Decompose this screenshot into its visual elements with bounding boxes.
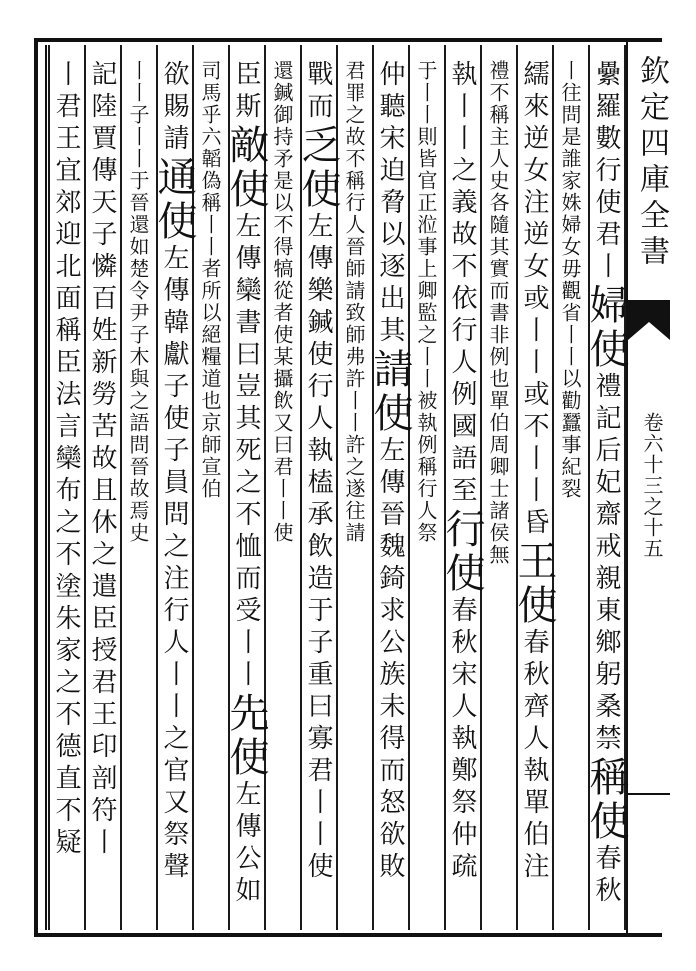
column-text: 左傳樂鍼使行人執榼承飲造于子重曰寡君丨丨使 — [303, 212, 333, 884]
column-text: 仲聽宋迫脅以逐出其 — [375, 60, 405, 348]
fishtail-mark-top — [628, 300, 670, 340]
column-text: 春秋 — [591, 844, 621, 908]
column-text: 戰而 — [303, 60, 333, 124]
heading-term: 敵使 — [223, 124, 269, 212]
heading-term: 通使 — [151, 156, 197, 244]
text-column — [367, 60, 413, 930]
heading-term: 乏使 — [295, 124, 341, 212]
heading-term: 行使 — [439, 508, 485, 596]
column-text: 纍羅數行使君丨 — [591, 60, 621, 284]
heading-term: 婦使 — [583, 284, 629, 372]
frame-top-border — [36, 38, 662, 42]
heading-term: 請使 — [367, 348, 413, 436]
text-column — [295, 60, 341, 930]
frame-left-border — [34, 38, 38, 937]
column-text: 左傳晉魏錡求公族未得而怒欲敗 — [375, 436, 405, 884]
frame-bottom-border — [36, 933, 662, 937]
column-text: 左傳公如 — [231, 780, 261, 908]
text-column — [223, 60, 269, 930]
text-column — [553, 60, 587, 930]
text-column — [409, 60, 443, 930]
column-text: 記陸賈傳天子憐百姓新勞苦故且休之遣臣授君王印剖符丨 — [87, 60, 117, 860]
column-text: 還 — [270, 60, 294, 82]
text-column — [151, 60, 197, 930]
column-text: 晉師請致師弗許丨丨許之遂往請 — [342, 236, 366, 544]
column-text: 欲賜請 — [159, 60, 189, 156]
column-text: 臣斯 — [231, 60, 261, 124]
fishtail-mark-bottom — [628, 792, 670, 812]
text-column — [121, 60, 155, 930]
text-column — [583, 60, 629, 930]
book-title: 欽定四庫全書 — [634, 55, 669, 271]
heading-term: 稱使 — [583, 756, 629, 844]
column-text: 婦女毋觀省丨丨以勸蠶事 — [558, 214, 582, 456]
text-column — [49, 60, 83, 930]
text-column — [337, 60, 371, 930]
volume-label: 卷六十三之十五 — [640, 412, 664, 559]
column-text: 繻來逆女注逆女或丨丨或不丨丨昏 — [519, 60, 549, 540]
column-text: 春秋齊人執單伯注 — [519, 628, 549, 884]
column-text: 丨往問是誰家姝 — [558, 60, 582, 214]
column-text: 春秋宋人執鄭祭仲疏 — [447, 596, 477, 884]
column-text: 左傳韓獻子使子員問之注行人丨丨之官又祭聲 — [159, 244, 189, 884]
heading-term: 先使 — [223, 692, 269, 780]
column-text: 丨丨被執例稱行人祭 — [414, 346, 438, 544]
frame-inner-left-border — [45, 45, 47, 930]
column-text: 執丨丨之義故不依行人例國語至 — [447, 60, 477, 508]
column-text: 于丨丨則皆官正涖事上卿監之 — [414, 60, 438, 346]
column-text: 司馬 — [198, 60, 222, 104]
text-column — [265, 60, 299, 930]
column-text: 鍼御持矛是以不得犒從者使某攝飲又曰君丨丨使 — [270, 82, 294, 544]
text-column — [511, 60, 557, 930]
column-text: 京師宣伯 — [198, 412, 222, 500]
text-column — [85, 60, 119, 930]
column-text: 丨丨 — [126, 60, 150, 104]
column-text: 君罪之故不稱行人 — [342, 60, 366, 236]
column-text: 乎六韜偽稱丨丨者所以絕糧道也 — [198, 104, 222, 412]
column-text: 子丨丨于晉還如楚令尹子木與之語問晉故焉史 — [126, 104, 150, 544]
column-text: 單伯周卿士諸侯無 — [486, 390, 510, 566]
column-text: 禮不稱主人史各隨其實而書非例也 — [486, 60, 510, 390]
text-column — [193, 60, 227, 930]
text-column — [439, 60, 485, 930]
heading-term: 王使 — [511, 540, 557, 628]
column-text: 禮記后妃齋戒親東鄉躬桑禁 — [591, 372, 621, 756]
column-text: 左傳欒書曰豈其死之不恤而受丨丨 — [231, 212, 261, 692]
column-text: 紀裂 — [558, 456, 582, 500]
text-column — [481, 60, 515, 930]
column-text: 丨君王宜郊迎北面稱臣法言欒布之不塗朱家之不德直不疑 — [51, 60, 81, 860]
